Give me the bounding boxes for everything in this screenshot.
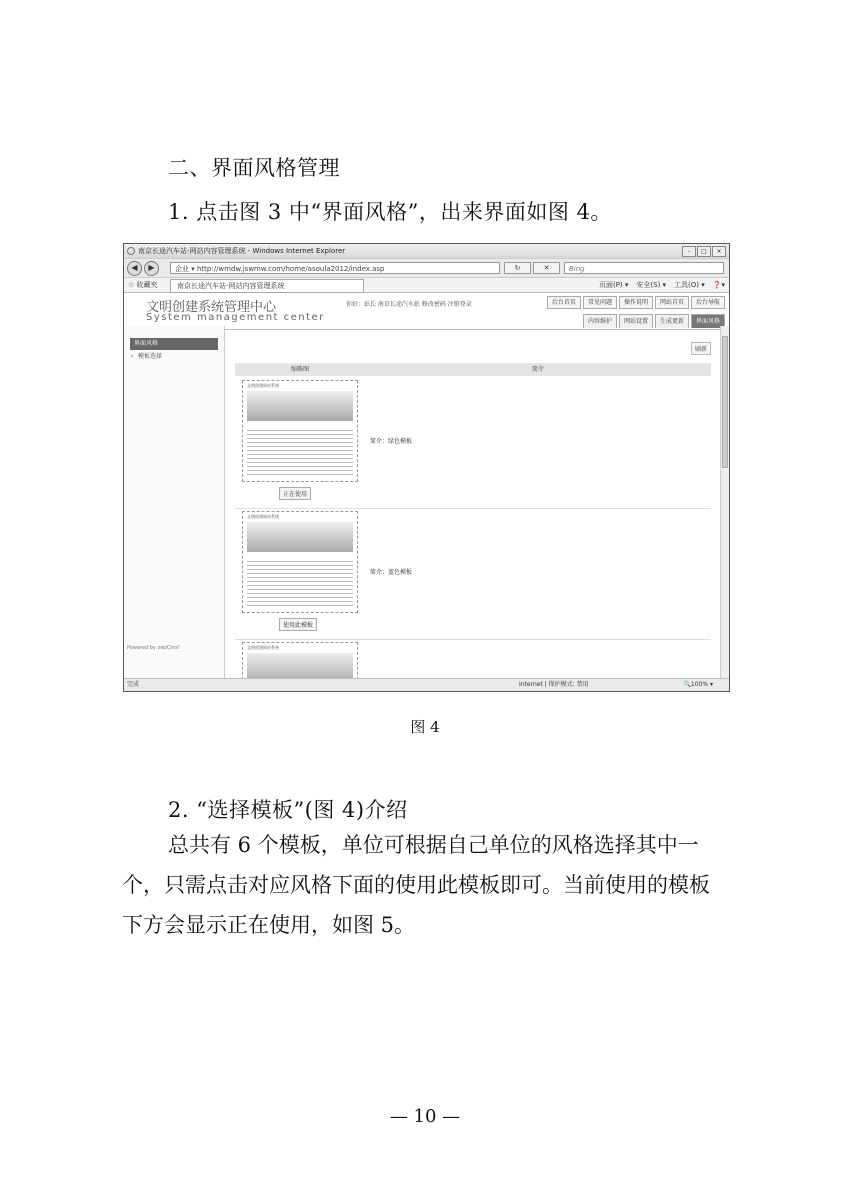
btn-site-home[interactable]: 网站首页 [655, 296, 689, 309]
ie-icon [127, 247, 135, 255]
template-row [235, 509, 711, 640]
btn-admin-home[interactable]: 后台首页 [547, 296, 581, 309]
favorites-button[interactable]: ☆ 收藏夹 [128, 281, 158, 289]
app-subtitle: System management center [146, 312, 325, 323]
template-row [235, 640, 711, 679]
thumb-title: 文明创建网站系统 [247, 645, 279, 650]
back-arrow-icon[interactable]: ◀ [127, 261, 142, 276]
forward-arrow-icon[interactable]: ▶ [144, 261, 159, 276]
refresh-icon[interactable]: ↻ [504, 262, 531, 274]
window-title: 南京长途汽车站-网站内容管理系统 - Windows Internet Explorer [138, 247, 346, 255]
close-button[interactable]: × [712, 246, 726, 257]
sidebar-item-template-select[interactable]: › 模板选择 [130, 352, 218, 362]
security-zone: Internet | 保护模式: 禁用 [519, 681, 589, 688]
stop-icon[interactable]: ✕ [533, 262, 560, 274]
thumb-title: 文明创建网站系统 [247, 514, 279, 519]
toolbar-menus [599, 278, 725, 292]
template-intro: 简介：绿色模板 [370, 438, 413, 445]
menu-tools[interactable]: 工具(O) ▾ [674, 281, 705, 289]
in-use-button[interactable]: 正在使用 [279, 487, 311, 500]
template-thumbnail [242, 380, 358, 482]
url-input[interactable] [170, 262, 500, 274]
status-text: 完成 [127, 681, 140, 688]
thumb-title: 文明创建网站系统 [247, 383, 279, 388]
minimize-button[interactable]: – [682, 246, 696, 257]
page-number: — 10 — [389, 1106, 461, 1127]
greeting: 你好：站长 南京长途汽车站 修改密码 注销登录 [346, 301, 472, 308]
zoom-control[interactable]: 🔍100% ▾ [683, 681, 713, 688]
table-header [235, 363, 711, 376]
menu-page[interactable]: 页面(P) ▾ [598, 281, 629, 289]
col-intro-header: 简介 [531, 366, 544, 373]
section-title: 二、界面风格管理 [168, 156, 340, 180]
figure-caption: 图 4 [410, 718, 440, 736]
step-1-text: 1. 点击图 3 中“界面风格”，出来界面如图 4。 [168, 200, 612, 224]
window-controls [682, 246, 726, 257]
tab-settings[interactable]: 网站设置 [619, 314, 653, 328]
top-buttons [547, 296, 725, 309]
sidebar [124, 326, 225, 679]
vertical-scrollbar[interactable] [720, 326, 729, 679]
maximize-button[interactable]: □ [697, 246, 711, 257]
browser-tab[interactable]: 南京长途汽车站-网站内容管理系统 [170, 279, 364, 293]
content-area [124, 326, 729, 679]
search-input[interactable] [564, 262, 724, 274]
template-intro: 简介：蓝色模板 [370, 569, 413, 576]
tab-content[interactable]: 内容维护 [583, 314, 617, 328]
url-text: http://wmdw.jswmw.com/home/asoula2012/index.asp [196, 265, 385, 273]
btn-faq[interactable]: 常见问题 [583, 296, 617, 309]
tab-generate[interactable]: 生成更新 [655, 314, 689, 328]
main-pane [225, 326, 721, 679]
search-placeholder: Bing [569, 265, 585, 273]
favorites-label: 收藏夹 [136, 281, 158, 289]
body-paragraph [122, 825, 728, 945]
favorites-bar [124, 277, 729, 293]
step-2-text: 2. “选择模板”(图 4)介绍 [168, 798, 408, 822]
paragraph-text: 总共有 6 个模板，单位可根据自己单位的风格选择其中一个，只需点击对应风格下面的使用此模板即可。当前使用的模板下方会显示正在使用，如图 5。 [122, 833, 710, 937]
use-template-button[interactable]: 使用此模板 [279, 618, 317, 631]
url-prefix: 企业 ▾ [175, 265, 195, 273]
window-titlebar [124, 244, 729, 258]
template-thumbnail [242, 511, 358, 613]
browser-screenshot [123, 243, 730, 692]
app-header [124, 293, 729, 330]
powered-by: Powered by zwzCms! [127, 645, 180, 651]
btn-admin-nav[interactable]: 后台导航 [691, 296, 725, 309]
col-thumb-header: 缩略图 [290, 366, 309, 373]
address-controls [504, 262, 560, 274]
sidebar-heading: 界面风格 [130, 338, 218, 350]
refresh-button[interactable]: 刷新 [691, 342, 711, 355]
scrollbar-thumb[interactable] [722, 336, 728, 468]
template-row [235, 378, 711, 509]
tab-style[interactable]: 界面风格 [691, 314, 725, 328]
status-bar [124, 678, 729, 691]
menu-safety[interactable]: 安全(S) ▾ [636, 281, 667, 289]
btn-instructions[interactable]: 操作说明 [619, 296, 653, 309]
template-thumbnail [242, 642, 358, 679]
app-title: 文明创建系统管理中心 [146, 300, 277, 315]
address-bar [124, 258, 729, 277]
menu-help[interactable]: ❓▾ [712, 281, 725, 289]
